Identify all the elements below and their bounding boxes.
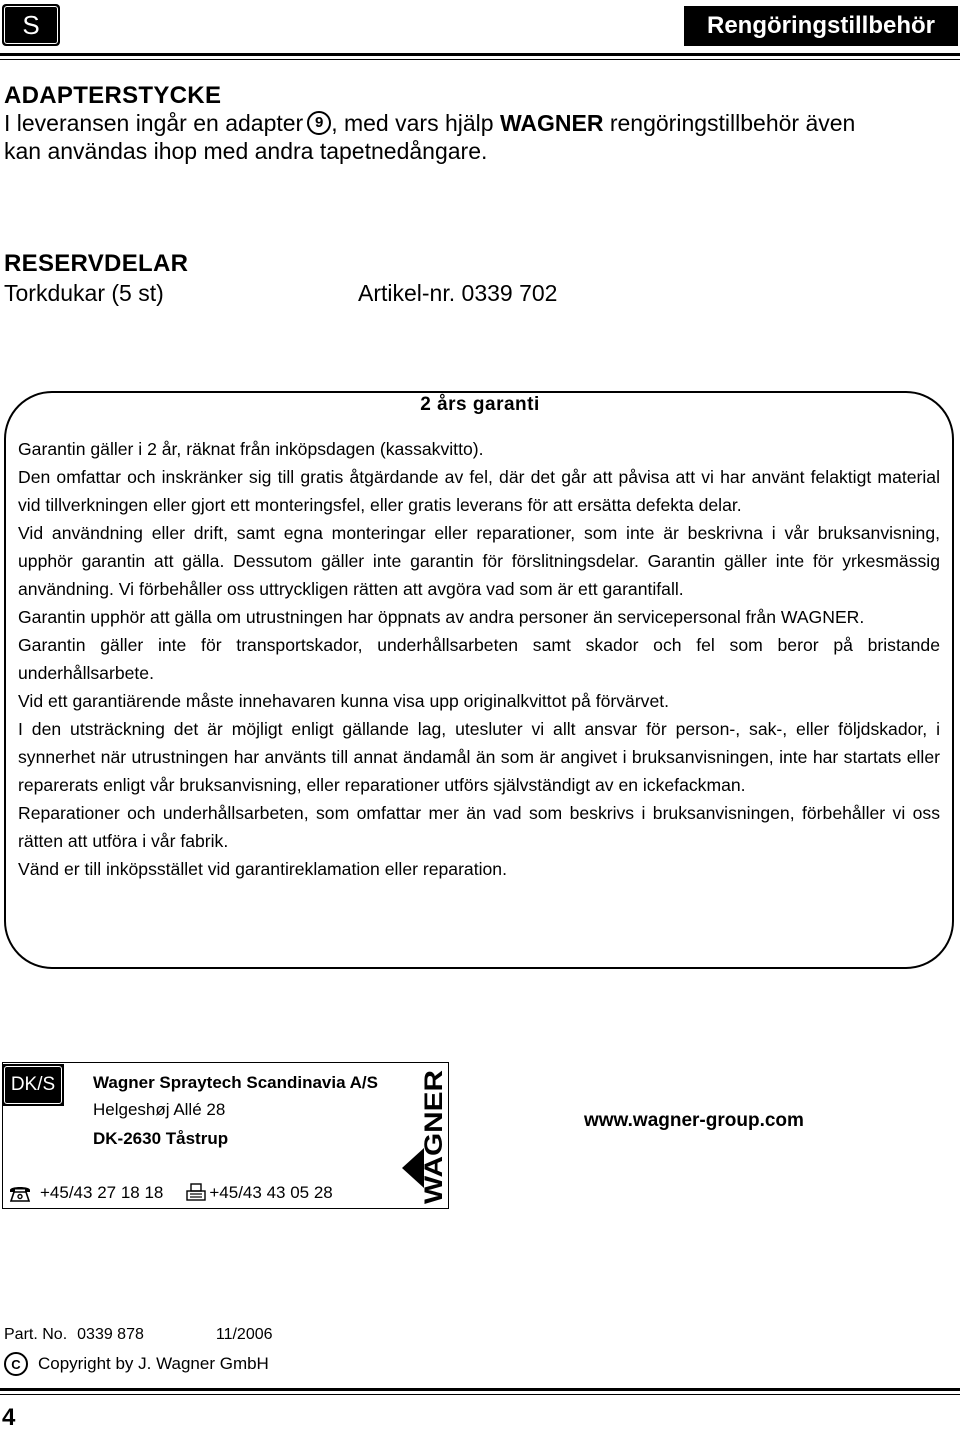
page-number: 4 xyxy=(2,1404,16,1431)
copyright-icon: C xyxy=(4,1352,28,1376)
wagner-logo xyxy=(398,1066,448,1206)
warranty-title: 2 års garanti xyxy=(420,394,540,415)
page-title: Rengöringstillbehör xyxy=(684,6,958,46)
warranty-paragraph: Garantin gäller i 2 år, räknat från inköpsdagen (kassakvitto). xyxy=(18,439,484,459)
company-street: Helgeshøj Allé 28 xyxy=(93,1100,226,1119)
company-name: Wagner Spraytech Scandinavia A/S xyxy=(93,1073,378,1092)
region-badge-label: DK/S xyxy=(4,1066,62,1104)
language-badge-label: S xyxy=(4,6,58,44)
spare-parts-heading: RESERVDELAR xyxy=(4,250,189,277)
fax-number: +45/43 43 05 28 xyxy=(209,1183,333,1202)
region-badge xyxy=(2,1064,64,1106)
part-label: Part. No. xyxy=(4,1326,68,1343)
article-label: Artikel-nr. xyxy=(358,280,456,306)
header-divider-thin xyxy=(0,59,960,60)
brand-name: WAGNER xyxy=(499,110,604,136)
adapter-text-end: rengöringstillbehör även xyxy=(609,110,856,136)
adapter-text-start: I leveransen ingår en adapter xyxy=(4,110,304,136)
part-number xyxy=(4,1326,273,1344)
company-city: DK-2630 Tåstrup xyxy=(93,1129,229,1148)
adapter-text xyxy=(4,109,956,165)
warranty-body xyxy=(18,435,940,883)
warranty-paragraph: Den omfattar och inskränker sig till gratis åtgärdande av fel, där det går att påvisa att vi har använt felaktigt material vid tillverkningen eller gjort ett monteringsfel, eller gratis leverans för att ersätta defekta delar. xyxy=(18,467,940,515)
article-number xyxy=(358,279,557,307)
warranty-paragraph: Vid användning eller drift, samt egna monteringar eller reparationer, som inte är beskrivna i vår bruksanvisning, upphör garantin att gälla. Dessutom gäller inte garantin för förslitningsdelar. Garantin gäller inte för yrkesmässig användning. Vi förbehåller oss uttryckligen rätten att avgöra vad som är ett garantifall. xyxy=(18,523,940,599)
warranty-paragraph: I den utsträckning det är möjligt enligt gällande lag, utesluter vi allt ansvar för person-, sak-, eller följdskador, i synnerhet när utrustningen har använts till annat ändamål än som är angivet i bruksanvisningen, inte har startats eller reparerats enligt vår bruksanvisning, eller reparationer utförs självständigt av en ickefackman. xyxy=(18,719,940,795)
warranty-paragraph: Vänd er till inköpsstället vid garantireklamation eller reparation. xyxy=(18,859,507,879)
ref-number-icon: 9 xyxy=(307,111,331,135)
phone-number: +45/43 27 18 18 xyxy=(40,1183,164,1202)
website-link[interactable]: www.wagner-group.com xyxy=(584,1110,804,1131)
footer-divider-thin xyxy=(0,1394,960,1395)
contact-numbers xyxy=(8,1183,333,1203)
adapter-text-mid: , med vars hjälp xyxy=(331,110,494,136)
warranty-paragraph: Vid ett garantiärende måste innehavaren kunna visa upp originalkvittot på förvärvet. xyxy=(18,691,670,711)
warranty-paragraph: Garantin upphör att gälla om utrustningen har öppnats av andra personer än servicepersonal från WAGNER. xyxy=(18,607,865,627)
header-divider xyxy=(0,53,960,56)
logo-text: WAGNER xyxy=(420,1091,448,1204)
fax-icon xyxy=(185,1183,207,1203)
spare-part-item: Torkdukar (5 st) xyxy=(4,280,164,306)
phone-icon xyxy=(8,1183,32,1203)
language-badge xyxy=(2,4,60,46)
adapter-heading: ADAPTERSTYCKE xyxy=(4,82,222,109)
copyright-text: Copyright by J. Wagner GmbH xyxy=(38,1354,269,1373)
warranty-paragraph: Reparationer och underhållsarbeten, som omfattar mer än vad som beskrivs i bruksanvisningen, förbehåller vi oss rätten att utföra i vår fabrik. xyxy=(18,803,940,851)
article-value: 0339 702 xyxy=(461,280,558,306)
warranty-paragraph: Garantin gäller inte för transportskador, underhållsarbeten samt skador och fel som beror på bristande underhållsarbete. xyxy=(18,635,940,683)
part-value: 0339 878 xyxy=(77,1326,144,1343)
edition-date: 11/2006 xyxy=(215,1326,273,1343)
footer-divider xyxy=(0,1388,960,1391)
copyright xyxy=(4,1352,269,1376)
adapter-text-line2: kan användas ihop med andra tapetnedångare. xyxy=(4,138,488,164)
